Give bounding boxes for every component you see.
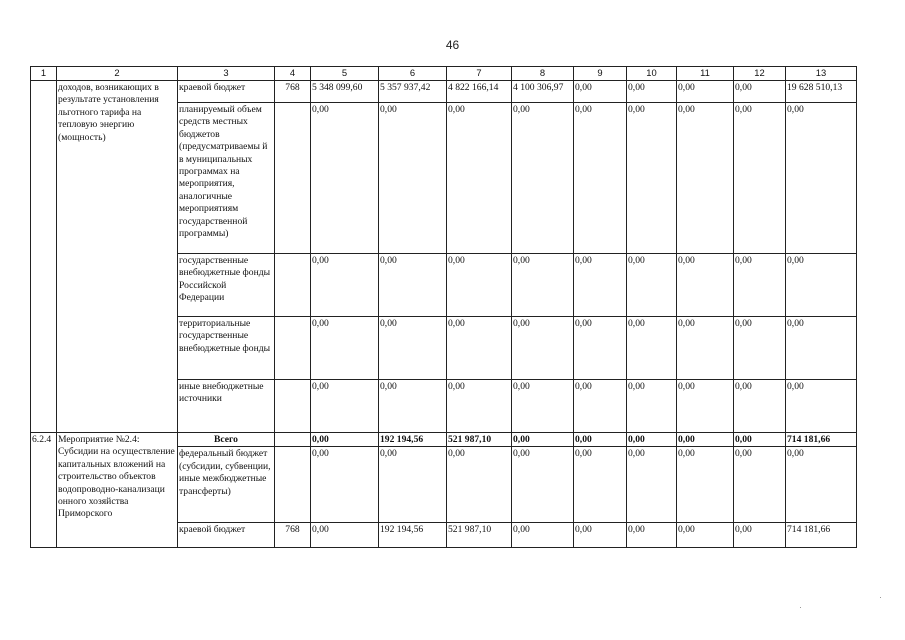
value-cell: 0,00	[447, 103, 512, 254]
value-cell: 0,00	[574, 523, 627, 548]
value-cell: 4 822 166,14	[447, 81, 512, 103]
value-cell: 4 100 306,97	[512, 81, 574, 103]
scan-speck	[800, 607, 801, 608]
column-header: 2	[57, 67, 178, 81]
budget-code: 768	[275, 81, 311, 103]
value-cell: 0,00	[379, 103, 447, 254]
value-cell: 0,00	[786, 254, 857, 317]
funding-source: государственные внебюджетные фонды Российской Федерации	[178, 254, 275, 317]
total-value-cell: 0,00	[311, 433, 379, 447]
value-cell: 0,00	[512, 380, 574, 433]
value-cell: 0,00	[311, 447, 379, 523]
value-cell: 0,00	[574, 380, 627, 433]
budget-code	[275, 380, 311, 433]
value-cell: 0,00	[734, 103, 786, 254]
value-cell: 0,00	[512, 103, 574, 254]
value-cell: 0,00	[627, 447, 677, 523]
value-cell: 0,00	[311, 317, 379, 380]
value-cell: 0,00	[574, 447, 627, 523]
total-value-cell: 0,00	[734, 433, 786, 447]
total-value-cell: 0,00	[627, 433, 677, 447]
column-header: 9	[574, 67, 627, 81]
budget-code: 768	[275, 523, 311, 548]
total-value-cell: 714 181,66	[786, 433, 857, 447]
column-header: 3	[178, 67, 275, 81]
measure-description: Мероприятие №2.4: Субсидии на осуществление капитальных вложений на строительство объектов водопроводно-канализаци онного хозяйства Приморского	[57, 433, 178, 548]
funding-source: планируемый объем средств местных бюджетов (предусматриваемы й в муниципальных программах на мероприятия, аналогичные мероприятиям государственной программы)	[178, 103, 275, 254]
value-cell: 0,00	[786, 317, 857, 380]
value-cell: 0,00	[311, 523, 379, 548]
total-value-cell: 521 987,10	[447, 433, 512, 447]
budget-code	[275, 447, 311, 523]
total-value-cell: 0,00	[574, 433, 627, 447]
funding-source: иные внебюджетные источники	[178, 380, 275, 433]
value-cell: 0,00	[677, 254, 734, 317]
page-number: 46	[445, 38, 460, 52]
measure-description: доходов, возникающих в результате установления льготного тарифа на тепловую энергию (мощность)	[57, 81, 178, 433]
scan-speck	[880, 597, 881, 598]
value-cell: 0,00	[627, 103, 677, 254]
column-header: 6	[379, 67, 447, 81]
value-cell: 0,00	[512, 523, 574, 548]
value-cell: 0,00	[512, 317, 574, 380]
value-cell: 0,00	[574, 81, 627, 103]
value-cell: 0,00	[734, 447, 786, 523]
value-cell: 0,00	[512, 254, 574, 317]
value-cell: 0,00	[447, 317, 512, 380]
value-cell: 0,00	[311, 254, 379, 317]
value-cell: 521 987,10	[447, 523, 512, 548]
budget-code	[275, 254, 311, 317]
value-cell: 5 348 099,60	[311, 81, 379, 103]
value-cell: 0,00	[574, 317, 627, 380]
value-cell: 0,00	[734, 523, 786, 548]
budget-code	[275, 317, 311, 380]
value-cell: 0,00	[311, 380, 379, 433]
column-header: 5	[311, 67, 379, 81]
column-header: 12	[734, 67, 786, 81]
value-cell: 0,00	[786, 380, 857, 433]
total-row	[31, 433, 857, 447]
column-number-row	[31, 67, 857, 81]
total-value-cell: 0,00	[677, 433, 734, 447]
value-cell: 0,00	[379, 380, 447, 433]
value-cell: 0,00	[734, 81, 786, 103]
value-cell: 0,00	[311, 103, 379, 254]
total-value-cell: 192 194,56	[379, 433, 447, 447]
column-header: 13	[786, 67, 857, 81]
column-header: 7	[447, 67, 512, 81]
row-number-cell: 6.2.4	[31, 433, 57, 548]
funding-source: федеральный бюджет (субсидии, субвенции, иные межбюджетные трансферты)	[178, 447, 275, 523]
value-cell: 0,00	[574, 103, 627, 254]
value-cell: 0,00	[379, 317, 447, 380]
value-cell: 0,00	[627, 81, 677, 103]
value-cell: 0,00	[786, 447, 857, 523]
funding-source: краевой бюджет	[178, 523, 275, 548]
value-cell: 0,00	[574, 254, 627, 317]
column-header: 1	[31, 67, 57, 81]
value-cell: 0,00	[677, 317, 734, 380]
value-cell: 0,00	[677, 447, 734, 523]
value-cell: 192 194,56	[379, 523, 447, 548]
budget-table	[30, 66, 857, 548]
value-cell: 0,00	[627, 380, 677, 433]
table-row	[31, 81, 857, 103]
total-value-cell: 0,00	[512, 433, 574, 447]
value-cell: 0,00	[677, 103, 734, 254]
column-header: 4	[275, 67, 311, 81]
column-header: 10	[627, 67, 677, 81]
value-cell: 0,00	[734, 380, 786, 433]
value-cell: 0,00	[677, 380, 734, 433]
value-cell: 5 357 937,42	[379, 81, 447, 103]
value-cell: 0,00	[447, 380, 512, 433]
value-cell: 0,00	[734, 317, 786, 380]
value-cell: 0,00	[379, 447, 447, 523]
value-cell: 0,00	[627, 317, 677, 380]
value-cell: 0,00	[677, 523, 734, 548]
value-cell: 0,00	[379, 254, 447, 317]
value-cell: 0,00	[734, 254, 786, 317]
value-cell: 0,00	[786, 103, 857, 254]
value-cell: 0,00	[447, 254, 512, 317]
column-header: 8	[512, 67, 574, 81]
total-label: Всего	[178, 433, 275, 447]
value-cell: 0,00	[627, 523, 677, 548]
value-cell: 0,00	[677, 81, 734, 103]
value-cell: 19 628 510,13	[786, 81, 857, 103]
budget-code	[275, 433, 311, 447]
value-cell: 0,00	[512, 447, 574, 523]
row-number-cell	[31, 81, 57, 433]
column-header: 11	[677, 67, 734, 81]
value-cell: 714 181,66	[786, 523, 857, 548]
value-cell: 0,00	[627, 254, 677, 317]
funding-source: территориальные государственные внебюджетные фонды	[178, 317, 275, 380]
funding-source: краевой бюджет	[178, 81, 275, 103]
value-cell: 0,00	[447, 447, 512, 523]
budget-code	[275, 103, 311, 254]
